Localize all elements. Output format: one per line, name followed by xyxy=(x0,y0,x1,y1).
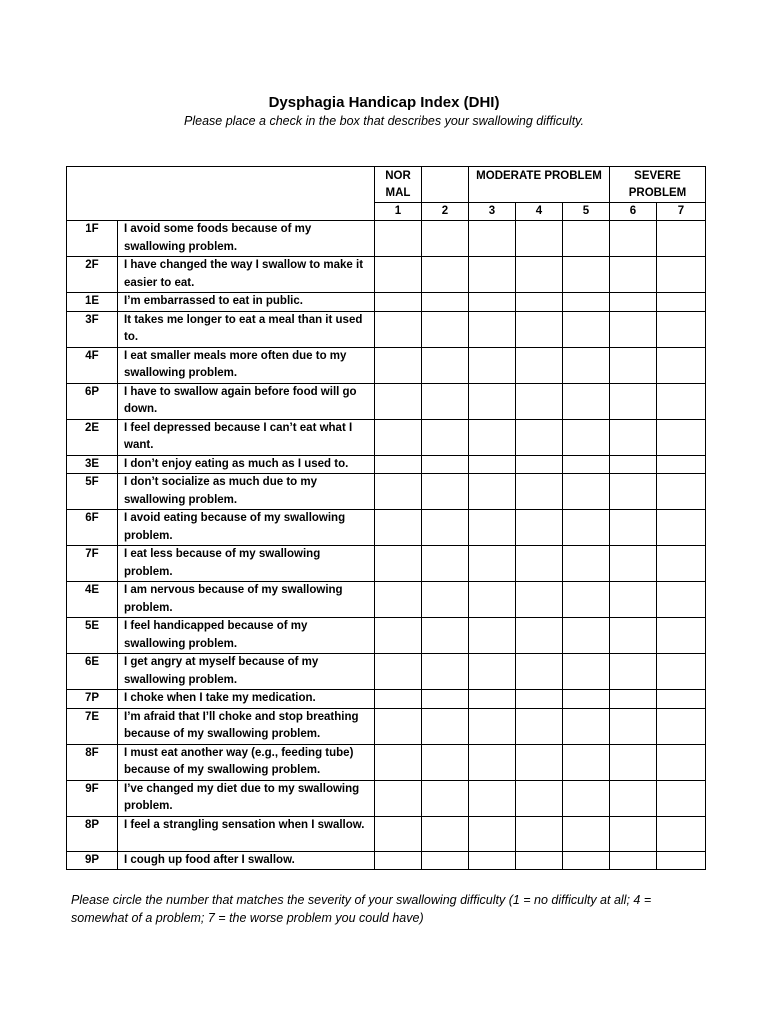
checkbox-cell-4[interactable] xyxy=(516,654,563,690)
checkbox-cell-5[interactable] xyxy=(563,383,610,419)
checkbox-cell-6[interactable] xyxy=(610,654,657,690)
header-blank-2 xyxy=(422,167,469,203)
checkbox-cell-7[interactable] xyxy=(657,311,706,347)
checkbox-cell-3[interactable] xyxy=(469,221,516,257)
item-statement: I have to swallow again before food will go down. xyxy=(118,383,375,419)
checkbox-cell-4[interactable] xyxy=(516,816,563,851)
checkbox-cell-5[interactable] xyxy=(563,780,610,816)
checkbox-cell-3[interactable] xyxy=(469,455,516,474)
checkbox-cell-5[interactable] xyxy=(563,618,610,654)
header-empty-cell xyxy=(67,167,375,221)
checkbox-cell-5[interactable] xyxy=(563,851,610,870)
item-statement: I cough up food after I swallow. xyxy=(118,851,375,870)
table-row xyxy=(67,455,706,474)
checkbox-cell-1[interactable] xyxy=(375,816,422,851)
checkbox-cell-2[interactable] xyxy=(422,510,469,546)
checkbox-cell-4[interactable] xyxy=(516,257,563,293)
checkbox-cell-4[interactable] xyxy=(516,293,563,312)
item-statement: I don’t socialize as much due to my swallowing problem. xyxy=(118,474,375,510)
checkbox-cell-7[interactable] xyxy=(657,510,706,546)
instructions: Please place a check in the box that describes your swallowing difficulty. xyxy=(184,114,584,128)
checkbox-cell-7[interactable] xyxy=(657,546,706,582)
checkbox-cell-3[interactable] xyxy=(469,474,516,510)
checkbox-cell-1[interactable] xyxy=(375,618,422,654)
item-statement: I avoid eating because of my swallowing problem. xyxy=(118,510,375,546)
table-row xyxy=(67,221,706,257)
checkbox-cell-1[interactable] xyxy=(375,293,422,312)
item-statement: I’ve changed my diet due to my swallowing problem. xyxy=(118,780,375,816)
table-row xyxy=(67,690,706,709)
item-code: 5F xyxy=(67,474,118,510)
checkbox-cell-3[interactable] xyxy=(469,582,516,618)
checkbox-cell-4[interactable] xyxy=(516,455,563,474)
scale-6: 6 xyxy=(610,203,657,221)
item-statement: It takes me longer to eat a meal than it used to. xyxy=(118,311,375,347)
scale-2: 2 xyxy=(422,203,469,221)
table-row xyxy=(67,293,706,312)
table-row xyxy=(67,582,706,618)
item-statement: I eat smaller meals more often due to my swallowing problem. xyxy=(118,347,375,383)
checkbox-cell-2[interactable] xyxy=(422,383,469,419)
item-code: 7F xyxy=(67,546,118,582)
checkbox-cell-2[interactable] xyxy=(422,546,469,582)
checkbox-cell-4[interactable] xyxy=(516,221,563,257)
checkbox-cell-4[interactable] xyxy=(516,419,563,455)
checkbox-cell-7[interactable] xyxy=(657,419,706,455)
checkbox-cell-7[interactable] xyxy=(657,257,706,293)
item-code: 1E xyxy=(67,293,118,312)
item-statement: I have changed the way I swallow to make it easier to eat. xyxy=(118,257,375,293)
item-code: 7E xyxy=(67,708,118,744)
table-row xyxy=(67,383,706,419)
header-severe: SEVERE PROBLEM xyxy=(610,167,706,203)
checkbox-cell-6[interactable] xyxy=(610,582,657,618)
table-row xyxy=(67,546,706,582)
item-code: 6F xyxy=(67,510,118,546)
item-code: 4F xyxy=(67,347,118,383)
item-statement: I feel a strangling sensation when I swallow. xyxy=(118,816,375,851)
table-row xyxy=(67,474,706,510)
checkbox-cell-2[interactable] xyxy=(422,708,469,744)
checkbox-cell-7[interactable] xyxy=(657,618,706,654)
checkbox-cell-5[interactable] xyxy=(563,311,610,347)
checkbox-cell-5[interactable] xyxy=(563,293,610,312)
checkbox-cell-4[interactable] xyxy=(516,347,563,383)
item-code: 8P xyxy=(67,816,118,851)
item-code: 2F xyxy=(67,257,118,293)
checkbox-cell-1[interactable] xyxy=(375,582,422,618)
checkbox-cell-2[interactable] xyxy=(422,654,469,690)
checkbox-cell-7[interactable] xyxy=(657,293,706,312)
table-row xyxy=(67,851,706,870)
checkbox-cell-2[interactable] xyxy=(422,582,469,618)
checkbox-cell-7[interactable] xyxy=(657,221,706,257)
checkbox-cell-6[interactable] xyxy=(610,690,657,709)
item-code: 1F xyxy=(67,221,118,257)
checkbox-cell-5[interactable] xyxy=(563,654,610,690)
checkbox-cell-2[interactable] xyxy=(422,474,469,510)
checkbox-cell-2[interactable] xyxy=(422,744,469,780)
checkbox-cell-6[interactable] xyxy=(610,510,657,546)
table-row xyxy=(67,311,706,347)
checkbox-cell-1[interactable] xyxy=(375,257,422,293)
checkbox-cell-7[interactable] xyxy=(657,383,706,419)
item-statement: I don’t enjoy eating as much as I used to. xyxy=(118,455,375,474)
checkbox-cell-3[interactable] xyxy=(469,780,516,816)
dhi-table xyxy=(66,166,706,870)
checkbox-cell-4[interactable] xyxy=(516,311,563,347)
checkbox-cell-2[interactable] xyxy=(422,816,469,851)
header-moderate: MODERATE PROBLEM xyxy=(469,167,610,203)
page-title: Dysphagia Handicap Index (DHI) xyxy=(268,94,500,111)
checkbox-cell-5[interactable] xyxy=(563,221,610,257)
checkbox-cell-2[interactable] xyxy=(422,221,469,257)
checkbox-cell-7[interactable] xyxy=(657,347,706,383)
checkbox-cell-7[interactable] xyxy=(657,851,706,870)
checkbox-cell-6[interactable] xyxy=(610,618,657,654)
table-row xyxy=(67,708,706,744)
item-code: 2E xyxy=(67,419,118,455)
item-statement: I’m afraid that I’ll choke and stop breathing because of my swallowing problem. xyxy=(118,708,375,744)
checkbox-cell-1[interactable] xyxy=(375,546,422,582)
checkbox-cell-6[interactable] xyxy=(610,419,657,455)
scale-3: 3 xyxy=(469,203,516,221)
item-statement: I’m embarrassed to eat in public. xyxy=(118,293,375,312)
checkbox-cell-1[interactable] xyxy=(375,851,422,870)
checkbox-cell-3[interactable] xyxy=(469,708,516,744)
item-statement: I feel handicapped because of my swallowing problem. xyxy=(118,618,375,654)
checkbox-cell-4[interactable] xyxy=(516,582,563,618)
checkbox-cell-3[interactable] xyxy=(469,311,516,347)
checkbox-cell-1[interactable] xyxy=(375,510,422,546)
checkbox-cell-3[interactable] xyxy=(469,618,516,654)
checkbox-cell-6[interactable] xyxy=(610,780,657,816)
checkbox-cell-6[interactable] xyxy=(610,383,657,419)
item-statement: I get angry at myself because of my swallowing problem. xyxy=(118,654,375,690)
scale-7: 7 xyxy=(657,203,706,221)
item-statement: I must eat another way (e.g., feeding tube) because of my swallowing problem. xyxy=(118,744,375,780)
item-statement: I am nervous because of my swallowing problem. xyxy=(118,582,375,618)
table-row xyxy=(67,257,706,293)
checkbox-cell-6[interactable] xyxy=(610,257,657,293)
checkbox-cell-4[interactable] xyxy=(516,851,563,870)
checkbox-cell-4[interactable] xyxy=(516,510,563,546)
checkbox-cell-6[interactable] xyxy=(610,221,657,257)
table-row xyxy=(67,780,706,816)
checkbox-cell-2[interactable] xyxy=(422,690,469,709)
checkbox-cell-1[interactable] xyxy=(375,654,422,690)
checkbox-cell-2[interactable] xyxy=(422,257,469,293)
item-code: 6P xyxy=(67,383,118,419)
table-row xyxy=(67,744,706,780)
table-row xyxy=(67,816,706,851)
checkbox-cell-3[interactable] xyxy=(469,293,516,312)
checkbox-cell-2[interactable] xyxy=(422,455,469,474)
checkbox-cell-1[interactable] xyxy=(375,311,422,347)
checkbox-cell-1[interactable] xyxy=(375,780,422,816)
item-code: 6E xyxy=(67,654,118,690)
checkbox-cell-5[interactable] xyxy=(563,816,610,851)
checkbox-cell-1[interactable] xyxy=(375,347,422,383)
checkbox-cell-6[interactable] xyxy=(610,546,657,582)
checkbox-cell-3[interactable] xyxy=(469,257,516,293)
checkbox-cell-6[interactable] xyxy=(610,474,657,510)
item-code: 9P xyxy=(67,851,118,870)
checkbox-cell-4[interactable] xyxy=(516,744,563,780)
checkbox-cell-6[interactable] xyxy=(610,347,657,383)
checkbox-cell-3[interactable] xyxy=(469,347,516,383)
checkbox-cell-5[interactable] xyxy=(563,257,610,293)
checkbox-cell-2[interactable] xyxy=(422,293,469,312)
checkbox-cell-6[interactable] xyxy=(610,851,657,870)
checkbox-cell-7[interactable] xyxy=(657,708,706,744)
item-code: 7P xyxy=(67,690,118,709)
checkbox-cell-4[interactable] xyxy=(516,690,563,709)
checkbox-cell-4[interactable] xyxy=(516,780,563,816)
checkbox-cell-1[interactable] xyxy=(375,383,422,419)
checkbox-cell-5[interactable] xyxy=(563,419,610,455)
checkbox-cell-4[interactable] xyxy=(516,383,563,419)
checkbox-cell-3[interactable] xyxy=(469,383,516,419)
checkbox-cell-5[interactable] xyxy=(563,455,610,474)
item-statement: I choke when I take my medication. xyxy=(118,690,375,709)
checkbox-cell-1[interactable] xyxy=(375,455,422,474)
checkbox-cell-6[interactable] xyxy=(610,455,657,474)
checkbox-cell-5[interactable] xyxy=(563,474,610,510)
checkbox-cell-2[interactable] xyxy=(422,419,469,455)
item-statement: I eat less because of my swallowing problem. xyxy=(118,546,375,582)
checkbox-cell-2[interactable] xyxy=(422,347,469,383)
item-code: 8F xyxy=(67,744,118,780)
checkbox-cell-4[interactable] xyxy=(516,708,563,744)
checkbox-cell-7[interactable] xyxy=(657,474,706,510)
checkbox-cell-6[interactable] xyxy=(610,708,657,744)
checkbox-cell-3[interactable] xyxy=(469,510,516,546)
header-normal: NOR MAL xyxy=(375,167,422,203)
checkbox-cell-1[interactable] xyxy=(375,474,422,510)
checkbox-cell-1[interactable] xyxy=(375,419,422,455)
checkbox-cell-5[interactable] xyxy=(563,690,610,709)
checkbox-cell-3[interactable] xyxy=(469,546,516,582)
scale-4: 4 xyxy=(516,203,563,221)
table-row xyxy=(67,419,706,455)
checkbox-cell-5[interactable] xyxy=(563,510,610,546)
item-code: 3E xyxy=(67,455,118,474)
checkbox-cell-7[interactable] xyxy=(657,816,706,851)
checkbox-cell-2[interactable] xyxy=(422,780,469,816)
checkbox-cell-1[interactable] xyxy=(375,744,422,780)
scale-1: 1 xyxy=(375,203,422,221)
checkbox-cell-5[interactable] xyxy=(563,744,610,780)
checkbox-cell-2[interactable] xyxy=(422,311,469,347)
item-code: 5E xyxy=(67,618,118,654)
checkbox-cell-6[interactable] xyxy=(610,744,657,780)
table-row xyxy=(67,347,706,383)
checkbox-cell-1[interactable] xyxy=(375,708,422,744)
item-statement: I avoid some foods because of my swallowing problem. xyxy=(118,221,375,257)
item-code: 4E xyxy=(67,582,118,618)
table-row xyxy=(67,654,706,690)
checkbox-cell-4[interactable] xyxy=(516,474,563,510)
checkbox-cell-6[interactable] xyxy=(610,293,657,312)
footer-note: Please circle the number that matches the severity of your swallowing difficulty (1 = no difficulty at all; 4 = somewhat of a problem; 7 = the worse problem you could have) xyxy=(71,893,652,925)
checkbox-cell-3[interactable] xyxy=(469,744,516,780)
checkbox-cell-3[interactable] xyxy=(469,419,516,455)
checkbox-cell-2[interactable] xyxy=(422,618,469,654)
checkbox-cell-7[interactable] xyxy=(657,582,706,618)
checkbox-cell-4[interactable] xyxy=(516,618,563,654)
checkbox-cell-5[interactable] xyxy=(563,708,610,744)
table-row xyxy=(67,618,706,654)
checkbox-cell-5[interactable] xyxy=(563,546,610,582)
checkbox-cell-3[interactable] xyxy=(469,654,516,690)
scale-5: 5 xyxy=(563,203,610,221)
checkbox-cell-7[interactable] xyxy=(657,744,706,780)
checkbox-cell-7[interactable] xyxy=(657,654,706,690)
checkbox-cell-7[interactable] xyxy=(657,690,706,709)
checkbox-cell-5[interactable] xyxy=(563,582,610,618)
item-code: 9F xyxy=(67,780,118,816)
checkbox-cell-3[interactable] xyxy=(469,816,516,851)
checkbox-cell-4[interactable] xyxy=(516,546,563,582)
table-row xyxy=(67,510,706,546)
item-code: 3F xyxy=(67,311,118,347)
checkbox-cell-5[interactable] xyxy=(563,347,610,383)
checkbox-cell-6[interactable] xyxy=(610,311,657,347)
checkbox-cell-2[interactable] xyxy=(422,851,469,870)
checkbox-cell-3[interactable] xyxy=(469,851,516,870)
checkbox-cell-1[interactable] xyxy=(375,690,422,709)
checkbox-cell-3[interactable] xyxy=(469,690,516,709)
checkbox-cell-7[interactable] xyxy=(657,780,706,816)
item-statement: I feel depressed because I can’t eat what I want. xyxy=(118,419,375,455)
checkbox-cell-7[interactable] xyxy=(657,455,706,474)
checkbox-cell-6[interactable] xyxy=(610,816,657,851)
group-header-row xyxy=(67,167,706,203)
checkbox-cell-1[interactable] xyxy=(375,221,422,257)
